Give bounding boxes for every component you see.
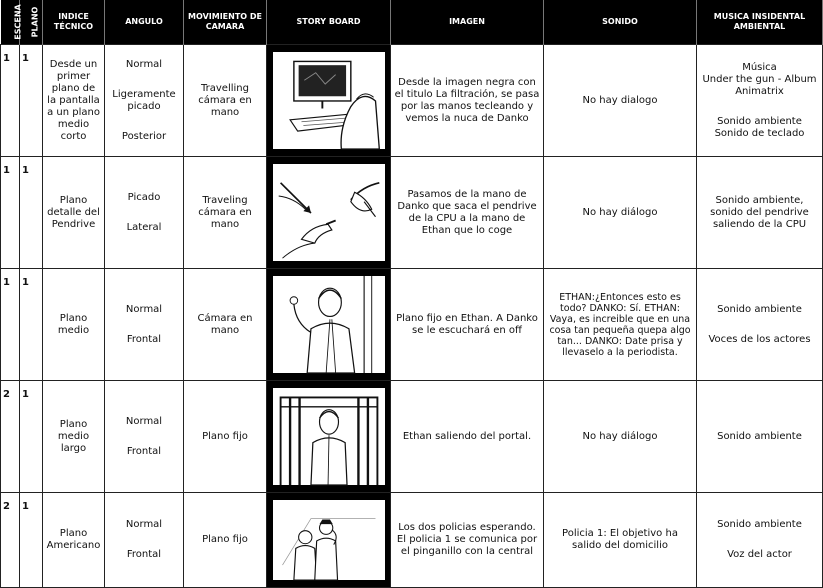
musica-line: Sonido ambiente xyxy=(717,115,802,127)
imagen-cell: Pasamos de la mano de Danko que saca el pendrive de la CPU a la mano de Ethan que lo coge xyxy=(391,157,544,269)
musica-line: Sonido ambiente xyxy=(717,519,802,530)
angulo-value: Picado xyxy=(127,191,161,203)
angulo-cell xyxy=(105,157,184,269)
musica-line: Sonido de teclado xyxy=(714,127,805,139)
angulo-cell xyxy=(105,269,184,381)
monitor-keyboard-sketch-icon xyxy=(270,49,388,152)
storyboard-cell xyxy=(267,45,391,157)
movimiento-cell: Traveling cámara en mano xyxy=(184,157,267,269)
musica-cell xyxy=(697,45,823,157)
sonido-cell: Policia 1: El objetivo ha salido del domicilio xyxy=(544,493,697,588)
escena-cell: 2 xyxy=(1,493,20,588)
indice-cell: Plano medio xyxy=(43,269,105,381)
angulo-cell xyxy=(105,45,184,157)
header-movimiento: MOVIMIENTO DE CAMARA xyxy=(184,0,267,45)
angulo-value: Normal xyxy=(125,303,163,315)
musica-line: Sonido ambiente xyxy=(717,303,802,315)
indice-cell: Plano detalle del Pendrive xyxy=(43,157,105,269)
header-musica: MUSICA INSIDENTAL AMBIENTAL xyxy=(697,0,823,45)
angulo-value: Frontal xyxy=(126,445,162,457)
hands-pendrive-sketch-icon xyxy=(270,161,388,264)
header-angulo: ANGULO xyxy=(105,0,184,45)
table-row xyxy=(1,157,823,269)
movimiento-cell: Cámara en mano xyxy=(184,269,267,381)
storyboard-cell xyxy=(267,381,391,493)
header-imagen: IMAGEN xyxy=(391,0,544,45)
imagen-cell: Los dos policias esperando. El policia 1 se comunica por el pinganillo con la central xyxy=(391,493,544,588)
escena-cell: 2 xyxy=(1,381,20,493)
angulo-cell xyxy=(105,381,184,493)
imagen-cell: Desde la imagen negra con el titulo La filtración, se pasa por las manos tecleando y vemos la nuca de Danko xyxy=(391,45,544,157)
escena-cell: 1 xyxy=(1,45,20,157)
musica-cell xyxy=(697,493,823,588)
movimiento-cell: Plano fijo xyxy=(184,493,267,588)
table-row xyxy=(1,45,823,157)
header-plano: PLANO xyxy=(20,0,43,45)
storyboard-cell xyxy=(267,493,391,588)
indice-cell: Desde un primer plano de la pantalla a un plano medio corto xyxy=(43,45,105,157)
movimiento-cell: Travelling cámara en mano xyxy=(184,45,267,157)
movimiento-cell: Plano fijo xyxy=(184,381,267,493)
musica-line: Under the gun - Album Animatrix xyxy=(702,73,817,97)
sonido-cell: No hay dialogo xyxy=(544,45,697,157)
table-row xyxy=(1,381,823,493)
musica-line: Música xyxy=(742,61,777,73)
musica-cell: Sonido ambiente, sonido del pendrive saliendo de la CPU xyxy=(697,157,823,269)
plano-cell: 1 xyxy=(20,269,43,381)
angulo-value: Frontal xyxy=(126,333,162,345)
escena-cell: 1 xyxy=(1,157,20,269)
plano-cell: 1 xyxy=(20,157,43,269)
sonido-cell: No hay diálogo xyxy=(544,157,697,269)
musica-cell xyxy=(697,269,823,381)
header-escena: ESCENA xyxy=(1,0,20,45)
plano-cell: 1 xyxy=(20,493,43,588)
ethan-medium-shot-sketch-icon xyxy=(270,273,388,376)
ethan-doorway-sketch-icon xyxy=(270,385,388,488)
sonido-cell: ETHAN:¿Entonces esto es todo? DANKO: Sí. ETHAN: Vaya, es increible que en una cosa tan pequeña quepa algo tan... DANKO: Date prisa y llevaselo a la periodista. xyxy=(544,269,697,381)
angulo-value: Normal xyxy=(125,519,163,530)
header-storyboard: STORY BOARD xyxy=(267,0,391,45)
imagen-cell: Ethan saliendo del portal. xyxy=(391,381,544,493)
plano-cell: 1 xyxy=(20,381,43,493)
storyboard-cell xyxy=(267,269,391,381)
header-indice: INDICE TÉCNICO xyxy=(43,0,105,45)
sonido-cell: No hay diálogo xyxy=(544,381,697,493)
angulo-value: Lateral xyxy=(126,221,162,233)
musica-line: Voces de los actores xyxy=(708,333,811,345)
header-sonido: SONIDO xyxy=(544,0,697,45)
plano-cell: 1 xyxy=(20,45,43,157)
angulo-value: Frontal xyxy=(126,549,162,560)
angulo-value: Normal xyxy=(125,415,163,427)
table-row xyxy=(1,269,823,381)
angulo-value: Posterior xyxy=(121,130,167,142)
angulo-value: Normal xyxy=(125,58,163,70)
escena-cell: 1 xyxy=(1,269,20,381)
indice-cell: Plano medio largo xyxy=(43,381,105,493)
angulo-value: Ligeramente picado xyxy=(112,88,176,112)
two-police-sketch-icon xyxy=(270,497,388,583)
musica-line: Voz del actor xyxy=(727,549,792,560)
imagen-cell: Plano fijo en Ethan. A Danko se le escuchará en off xyxy=(391,269,544,381)
indice-cell: Plano Americano xyxy=(43,493,105,588)
angulo-cell xyxy=(105,493,184,588)
storyboard-cell xyxy=(267,157,391,269)
header-row xyxy=(1,0,823,45)
musica-cell: Sonido ambiente xyxy=(697,381,823,493)
table-row xyxy=(1,493,823,588)
